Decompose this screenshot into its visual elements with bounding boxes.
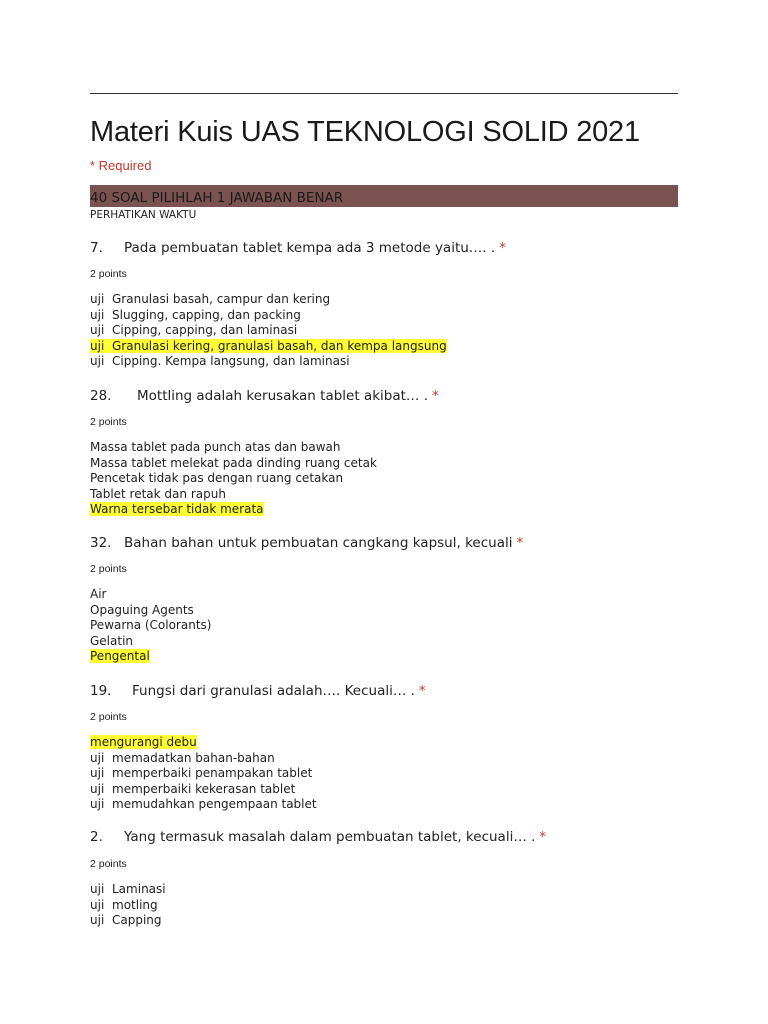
question-number: 7. <box>90 240 103 256</box>
question-points: 2 points <box>90 268 127 280</box>
option-item[interactable] <box>90 456 377 472</box>
option-item[interactable] <box>90 292 447 308</box>
option-list <box>90 587 211 665</box>
question-text: Bahan bahan untuk pembuatan cangkang kapsul, kecuali <box>124 535 513 551</box>
section-title: 40 SOAL PILIHLAH 1 JAWABAN BENAR <box>90 190 344 206</box>
required-star: * <box>432 388 439 404</box>
option-text: Massa tablet melekat pada dinding ruang cetak <box>90 455 377 470</box>
option-text: Air <box>90 587 107 601</box>
option-prefix: uji <box>90 323 105 337</box>
option-item[interactable] <box>90 487 377 503</box>
option-text: Pengental <box>90 649 150 663</box>
option-prefix: uji <box>90 797 105 811</box>
option-prefix: uji <box>90 750 105 765</box>
option-text: Tablet retak dan rapuh <box>90 486 226 501</box>
option-item[interactable] <box>90 634 211 650</box>
option-prefix: uji <box>90 882 105 896</box>
option-item-answer[interactable] <box>90 649 211 665</box>
required-star: * <box>516 535 524 551</box>
option-item[interactable] <box>90 354 447 370</box>
option-prefix: uji <box>90 338 105 353</box>
option-list <box>90 735 317 813</box>
option-text: memadatkan bahan-bahan <box>112 750 275 765</box>
question-title <box>90 683 426 699</box>
question-points: 2 points <box>90 563 127 575</box>
option-text: Opaguing Agents <box>90 602 194 617</box>
option-text: motling <box>112 897 158 912</box>
question-number: 28. <box>90 388 112 404</box>
question-number: 32. <box>90 535 112 551</box>
section-subtitle: PERHATIKAN WAKTU <box>90 209 197 221</box>
question-number: 19. <box>90 683 112 699</box>
option-text: Laminasi <box>112 882 166 896</box>
question-title <box>90 829 546 845</box>
option-item[interactable] <box>90 308 447 324</box>
question-title <box>90 535 523 551</box>
option-prefix: uji <box>90 307 105 322</box>
option-item-answer[interactable] <box>90 735 317 751</box>
option-item[interactable] <box>90 587 211 603</box>
option-item[interactable] <box>90 603 211 619</box>
question-number: 2. <box>90 829 103 845</box>
option-item[interactable] <box>90 882 166 898</box>
option-item-answer[interactable] <box>90 339 447 355</box>
option-prefix: uji <box>90 292 105 306</box>
option-item[interactable] <box>90 913 166 929</box>
option-text: Pencetak tidak pas dengan ruang cetakan <box>90 471 344 485</box>
question-text: Pada pembuatan tablet kempa ada 3 metode yaitu…. . <box>124 240 496 256</box>
required-star: * <box>499 240 506 256</box>
option-text: Granulasi basah, campur dan kering <box>112 292 331 306</box>
question-text: Mottling adalah kerusakan tablet akibat… . <box>137 388 428 404</box>
option-text: Cipping, capping, dan laminasi <box>112 323 298 337</box>
option-text: Capping <box>112 913 162 927</box>
option-text: Granulasi kering, granulasi basah, dan kempa langsung <box>112 338 447 353</box>
option-prefix: uji <box>90 766 105 780</box>
question-points: 2 points <box>90 416 127 428</box>
option-text: Pewarna (Colorants) <box>90 618 212 632</box>
required-star: * <box>418 683 426 699</box>
question-points: 2 points <box>90 858 127 870</box>
option-text: memudahkan pengempaan tablet <box>112 797 317 811</box>
option-text: Warna tersebar tidak merata <box>90 502 264 516</box>
option-item[interactable] <box>90 751 317 767</box>
option-item[interactable] <box>90 782 317 798</box>
option-text: Gelatin <box>90 633 134 648</box>
option-item[interactable] <box>90 618 211 634</box>
question-points: 2 points <box>90 711 127 723</box>
option-text: memperbaiki penampakan tablet <box>112 766 313 780</box>
option-item-answer[interactable] <box>90 502 377 518</box>
required-star: * <box>539 829 547 845</box>
question-text: Yang termasuk masalah dalam pembuatan tablet, kecuali… . <box>124 829 536 845</box>
option-list <box>90 292 447 370</box>
option-list <box>90 882 166 929</box>
top-divider <box>90 93 678 94</box>
option-text: Cipping. Kempa langsung, dan laminasi <box>112 354 350 368</box>
option-item[interactable] <box>90 766 317 782</box>
required-note: * Required <box>90 158 152 173</box>
option-item[interactable] <box>90 471 377 487</box>
question-text: Fungsi dari granulasi adalah…. Kecuali… . <box>132 683 415 699</box>
option-prefix: uji <box>90 913 105 927</box>
option-text: Massa tablet pada punch atas dan bawah <box>90 440 341 454</box>
option-text: mengurangi debu <box>90 735 197 749</box>
option-text: memperbaiki kekerasan tablet <box>112 781 296 796</box>
option-list <box>90 440 377 518</box>
page-title: Materi Kuis UAS TEKNOLOGI SOLID 2021 <box>90 116 640 148</box>
question-title <box>90 388 439 404</box>
option-prefix: uji <box>90 897 105 912</box>
option-item[interactable] <box>90 797 317 813</box>
option-item[interactable] <box>90 440 377 456</box>
option-item[interactable] <box>90 323 447 339</box>
option-prefix: uji <box>90 354 105 368</box>
option-item[interactable] <box>90 898 166 914</box>
option-prefix: uji <box>90 781 105 796</box>
question-title <box>90 240 506 256</box>
option-text: Slugging, capping, dan packing <box>112 307 301 322</box>
